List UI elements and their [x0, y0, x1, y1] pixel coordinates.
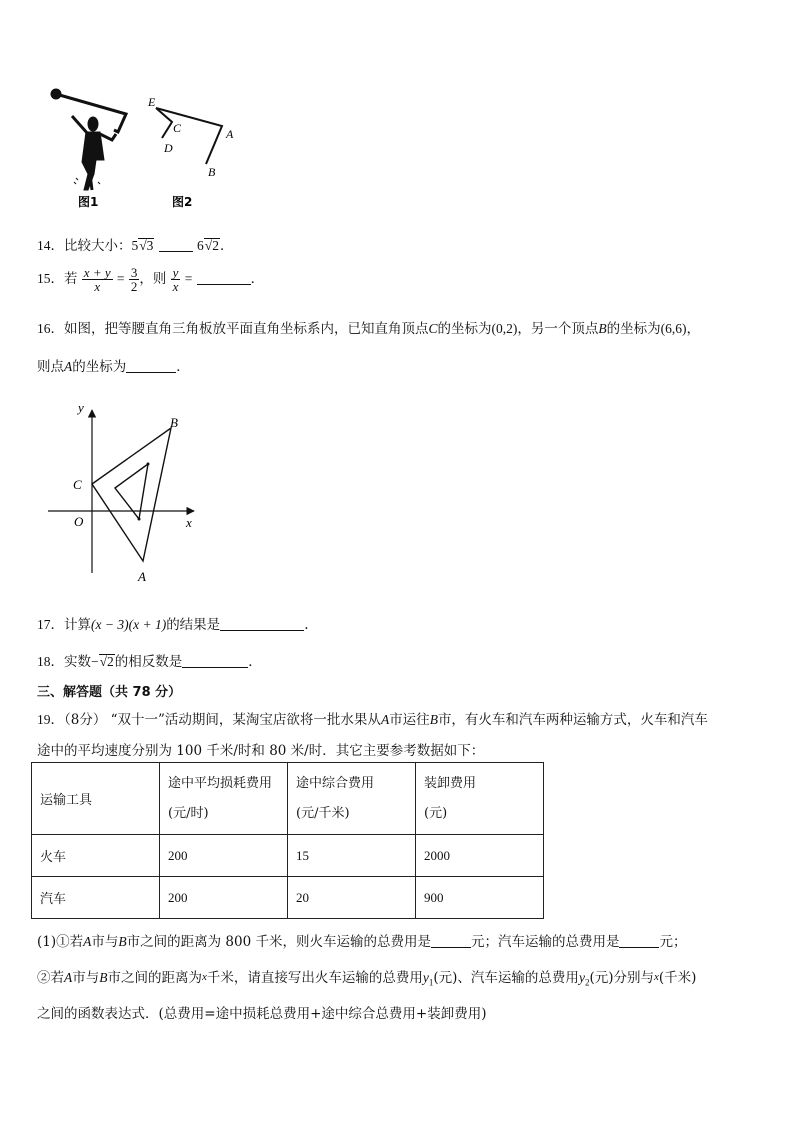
fig1-caption: 图1 [78, 195, 99, 209]
fig2-label-a: A [226, 127, 234, 141]
table-header-cell: 运输工具 [32, 763, 160, 835]
question-18: 18．实数−√2的相反数是 ． [37, 654, 262, 670]
fig2-label-e: E [148, 95, 156, 109]
fig2-caption: 图2 [172, 195, 193, 209]
question-19-line2: 途中的平均速度分别为 100 千米/时和 80 米/时．其它主要参考数据如下： [37, 743, 485, 759]
table-header-cell: 装卸费用 (元) [416, 763, 544, 835]
graph-label-a: A [138, 569, 146, 584]
answer-blank-18[interactable] [182, 655, 248, 668]
graph-label-o: O [74, 514, 84, 529]
answer-blank-17[interactable] [220, 618, 304, 631]
answer-blank-19-car[interactable] [619, 935, 659, 948]
fraction-y-over-x: $\frac{y}{x}$ [172, 265, 179, 294]
question-17: 17．计算(x − 3)(x + 1)的结果是 . [37, 617, 309, 633]
question-16-line2: 则点A的坐标为 ． [37, 359, 190, 375]
table-row: 汽车 200 20 900 [32, 877, 544, 919]
answer-blank-14[interactable] [159, 239, 193, 252]
table-row: 火车 200 15 2000 [32, 835, 544, 877]
answer-blank-15[interactable] [197, 272, 251, 285]
coordinate-graph [40, 398, 210, 588]
outer-triangle [92, 428, 171, 561]
sqrt-2: √2 [204, 238, 219, 253]
answer-blank-16[interactable] [126, 360, 176, 373]
graph-label-x: x [186, 515, 192, 530]
section-title-3: 三、解答题（共 78 分） [37, 685, 182, 700]
fig2-label-c: C [173, 121, 182, 135]
table-header-cell: 途中综合费用 (元/千米) [288, 763, 416, 835]
graph-label-y: y [78, 400, 84, 415]
question-19-part2: ②若A市与B市之间的距离为x千米，请直接写出火车运输的总费用$y_1$(元)、汽车运输的总费用$y_2$(元)分别与x(千米) [37, 970, 697, 988]
fig2-label-b: B [208, 165, 216, 179]
question-15: 15．若 $\frac{x + y}{x}$ = $\frac{3}{2}$ ，则 $\frac{y}{x}$ = ． [37, 265, 265, 294]
fraction-3-over-2: $\frac{3}{2}$ [130, 265, 138, 294]
question-19-part2-cont: 之间的函数表达式．(总费用=途中损耗总费用+途中综合总费用+装卸费用) [37, 1006, 487, 1022]
answer-blank-19-train[interactable] [431, 935, 471, 948]
table-header-cell: 途中平均损耗费用 (元/时) [160, 763, 288, 835]
question-19-line1: 19．（8分） “双十一”活动期间，某淘宝店欲将一批水果从A市运往B市，有火车和汽车两种运输方式，火车和汽车 [37, 712, 708, 728]
question-19-part1: (1)①若A市与B市之间的距离为 800 千米，则火车运输的总费用是 元；汽车运输的总费用是 元； [37, 934, 687, 950]
figure-jump-rope [38, 82, 248, 210]
table-header-row [32, 763, 544, 835]
jump-rope-person-drawing [51, 89, 126, 190]
fig2-label-d: D [164, 141, 173, 155]
fig2-diagram [156, 108, 222, 164]
graph-label-c: C [73, 477, 82, 492]
question-16-line1: 16．如图，把等腰直角三角板放平面直角坐标系内，已知直角顶点C的坐标为(0,2)，另一个顶点B的坐标为(6,6)， [37, 321, 701, 337]
transport-data-table [31, 762, 544, 919]
question-14: 14．比较大小：5√3 6√2． [37, 238, 234, 254]
sqrt-2-q18: √2 [99, 654, 114, 669]
sqrt-3: √3 [139, 238, 154, 253]
graph-label-b: B [170, 415, 178, 430]
fraction-x-plus-y-over-x: $\frac{x + y}{x}$ [83, 265, 111, 294]
